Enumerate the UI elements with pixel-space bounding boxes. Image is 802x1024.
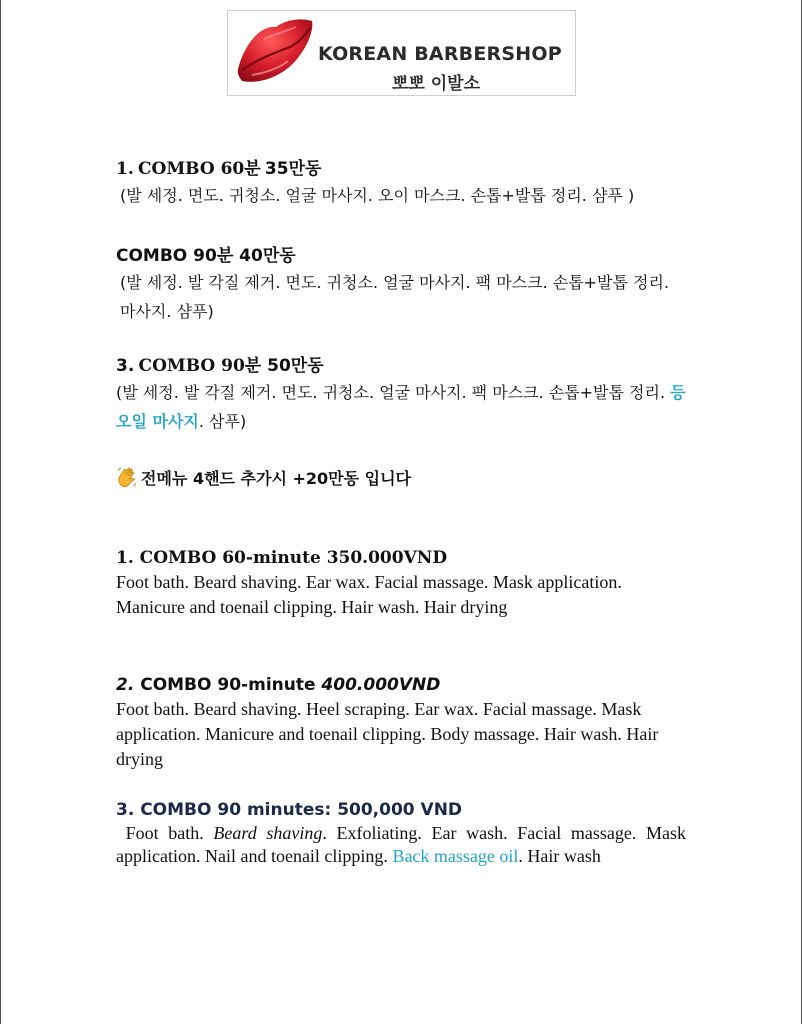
four-hand-note-text: 전메뉴 4핸드 추가시 +20만동 입니다 [141, 469, 412, 488]
kr-item-1-combo: COMBO 60 [138, 159, 245, 179]
en-item-2-price: 400.000VND [321, 675, 441, 695]
kr-item-3-details-text: (발 세정. 발 각질 제거. 면도. 귀청소. 얼굴 마사지. 팩 마스크. 손톱+발톱 정리. [116, 383, 671, 402]
kr-menu-item-2 [116, 244, 686, 326]
kr-item-3-details [116, 378, 686, 436]
logo-banner [227, 10, 576, 96]
en-item-3-details-text: Foot bath. [116, 823, 214, 843]
brand-name-korean: 뽀뽀 이발소 [392, 74, 481, 94]
en-item-3-details [116, 822, 691, 868]
kr-item-1-details: (발 세정. 면도. 귀청소. 얼굴 마사지. 오이 마스크. 손톱+발톱 정리. 샴푸 ) [120, 186, 635, 205]
en-item-3-italic: Beard shaving [213, 823, 323, 843]
brand-name: KOREAN BARBERSHOP [318, 43, 562, 65]
en-item-3-title: 3. COMBO 90 minutes: 500,000 VND [116, 800, 463, 820]
en-item-3-details-mid: . Exfoliating. Ear wash. Facial massage. Mask application. Nail and toenail clipping. [116, 823, 691, 866]
kr-menu-item-1 [116, 157, 686, 210]
kr-item-1-title [116, 157, 686, 181]
en-item-2-title [116, 673, 686, 697]
four-hand-note [116, 466, 411, 492]
en-item-2-number: 2. [116, 675, 135, 695]
en-menu-item-3 [116, 798, 691, 868]
kr-item-1-unit: 분 [244, 159, 261, 179]
en-item-3-details-end: . Hair wash [518, 846, 601, 866]
kr-item-3-title [116, 354, 686, 378]
kr-menu-item-3 [116, 354, 686, 436]
kr-item-3-number: 3. [116, 356, 135, 376]
lips-icon [234, 15, 316, 91]
en-menu-item-1 [116, 546, 686, 620]
kr-item-1-number: 1. [116, 159, 134, 179]
en-item-3-highlight: Back massage oil [392, 846, 519, 866]
kr-item-1-price: 35만동 [264, 159, 322, 179]
en-menu-item-2 [116, 673, 686, 772]
waving-hand-icon [116, 466, 138, 488]
kr-item-2-details: (발 세정. 발 각질 제거. 면도. 귀청소. 얼굴 마사지. 팩 마스크. 손톱+발톱 정리. 마사지. 샴푸) [120, 273, 670, 321]
kr-item-3-details-end: . 삼푸) [198, 412, 247, 431]
en-item-2-details: Foot bath. Beard shaving. Heel scraping. Ear wax. Facial massage. Mask application. Manicure and toenail clipping. Body massage. Hair wash. Hair drying [116, 699, 659, 769]
en-item-2-combo: COMBO 90-minute [134, 675, 322, 695]
en-item-1-details: Foot bath. Beard shaving. Ear wax. Facial massage. Mask application. Manicure and toenail clipping. Hair wash. Hair drying [116, 572, 622, 617]
kr-item-3-highlight: 등 오일 마사지 [116, 383, 686, 431]
en-item-1-title: 1. COMBO 60-minute 350.000VND [116, 548, 448, 568]
kr-item-3-price: 분 50만동 [244, 356, 324, 376]
kr-item-2-title: COMBO 90분 40만동 [116, 246, 296, 266]
kr-item-3-combo: COMBO 90 [138, 356, 245, 376]
